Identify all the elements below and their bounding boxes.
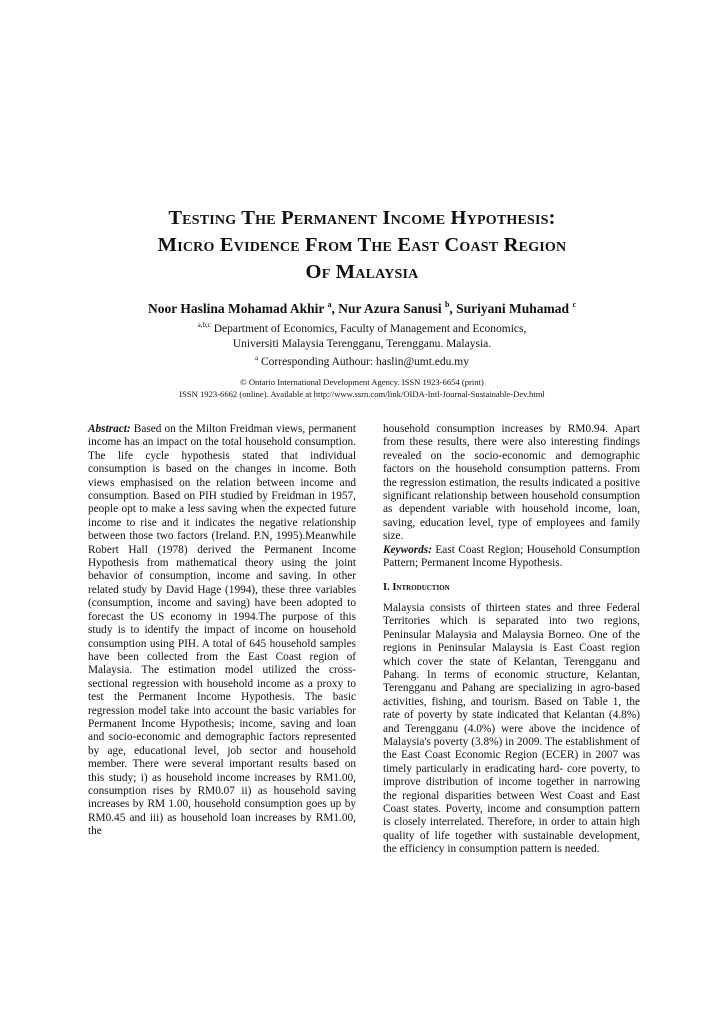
affiliation-marks: a,b,c — [197, 321, 211, 329]
keywords-text: East Coast Region; Household Consumption Pattern; Permanent Income Hypothesis. — [383, 543, 640, 570]
affiliation — [0, 318, 724, 370]
title-line: Testing The Permanent Income Hypothesis: — [168, 207, 556, 229]
section-heading-introduction: I. Introduction — [383, 582, 450, 594]
author-mark: c — [572, 300, 576, 309]
affiliation-line: Universiti Malaysia Terengganu, Terengganu. Malaysia. — [232, 337, 492, 350]
corresponding-author: Corresponding Authour: haslin@umt.edu.my — [260, 356, 469, 369]
title-line: Of Malaysia — [305, 261, 419, 283]
copyright-notice — [0, 377, 724, 400]
abstract-continuation: household consumption increases by RM0.94. Apart from these results, there were also interesting findings revealed on the socio-economic and demographic factors on the household consumption patterns. From the regression estimation, the results indicated a positive significant relationship between household consumption as dependent variable with household income, loan, saving, education level, type of employees and family size. — [383, 423, 640, 543]
paper-title — [0, 205, 724, 286]
author-name: Suriyani Muhamad — [456, 301, 570, 316]
author-mark: a — [327, 300, 332, 309]
title-line: Micro Evidence From The East Coast Region — [157, 234, 567, 256]
abstract — [88, 423, 356, 839]
affiliation-line: Department of Economics, Faculty of Management and Economics, — [213, 323, 527, 335]
corresponding-mark: a — [255, 354, 259, 363]
abstract-text: Based on the Milton Freidman views, permanent income has an impact on the total household consumption. The life cycle hypothesis stated that individual consumption is based on the changes in income. Both views emphasised on the relation between income and consumption. Based on PIH studied by Freidman in 1957, people opt to make a less saving when the expected future income to rise and it indicates the negative relationship between those two factors (Ireland. P.N, 1995).Meanwhile Robert Hall (1978) derived the Permanent Income Hypothesis from mathematical theory using the joint behavior of consumption, income and saving. In other related study by David Hage (1994), these three variables (consumption, income and saving) have been adopted to forecast the US economy in 1994.The purpose of this study is to identify the impact of income on household consumption using PIH. A total of 645 household samples have been collected from the East Coast region of Malaysia. The estimation model utilized the cross-sectional regression with household income as a proxy to test the Permanent Income Hypothesis. The basic regression model take into account the basic variables for Permanent Income Hypothesis; income, saving and loan and socio-economic and demographic factors represented by age, educational level, job sector and household member. There were several important results based on this study; i) as household income increases by RM1.00, consumption rises by RM0.07 ii) as household saving increases by RM 1.00, household consumption goes up by RM0.45 and iii) as household loan increases by RM1.00, the — [88, 423, 357, 838]
keywords — [383, 544, 640, 571]
author-mark: b — [444, 300, 450, 309]
author-name: Nur Azura Sanusi — [338, 301, 442, 316]
keywords-label: Keywords: — [383, 543, 432, 556]
author-list: Noor Haslina Mohamad Akhir $^a$, Nur Azura Sanusi $^b$, Suriyani Muhamad $^c$ — [148, 300, 576, 316]
copyright-line: ISSN 1923-6662 (online). Available at http://www.ssrn.com/link/OIDA-Intl-Journal-Sustainable-Dev.html — [179, 388, 545, 399]
introduction-text: Malaysia consists of thirteen states and three Federal Territories which is separated into two regions, Peninsular Malaysia and Malaysia Borneo. One of the regions in Peninsular Malaysia is East Coast region which cover the state of Kelantan, Terengganu and Pahang. In terms of economic structure, Kelantan, Terengganu and Pahang are specializing in agro-based activities, fishing, and tourism. Based on Table 1, the rate of poverty by state indicated that Kelantan (4.8%) and Terengganu (4.0%) were above the incidence of Malaysia's poverty (3.8%) in 2009. The establishment of the East Coast Economic Region (ECER) in 2007 was timely particularly in eradicating hard- core poverty, to improve distribution of income together in narrowing the regional disparities between West Coast and East Coast states. Poverty, income and consumption pattern is closely interrelated. Therefore, in order to attain high quality of life together with sustainable development, the efficiency in consumption pattern is needed. — [383, 601, 640, 856]
author-name: Noor Haslina Mohamad Akhir — [148, 301, 325, 316]
left-column — [88, 423, 356, 839]
abstract-label: Abstract: — [88, 423, 131, 435]
copyright-line: © Ontario International Development Agency. ISSN 1923-6654 (print) — [240, 377, 484, 387]
right-column — [383, 423, 640, 857]
